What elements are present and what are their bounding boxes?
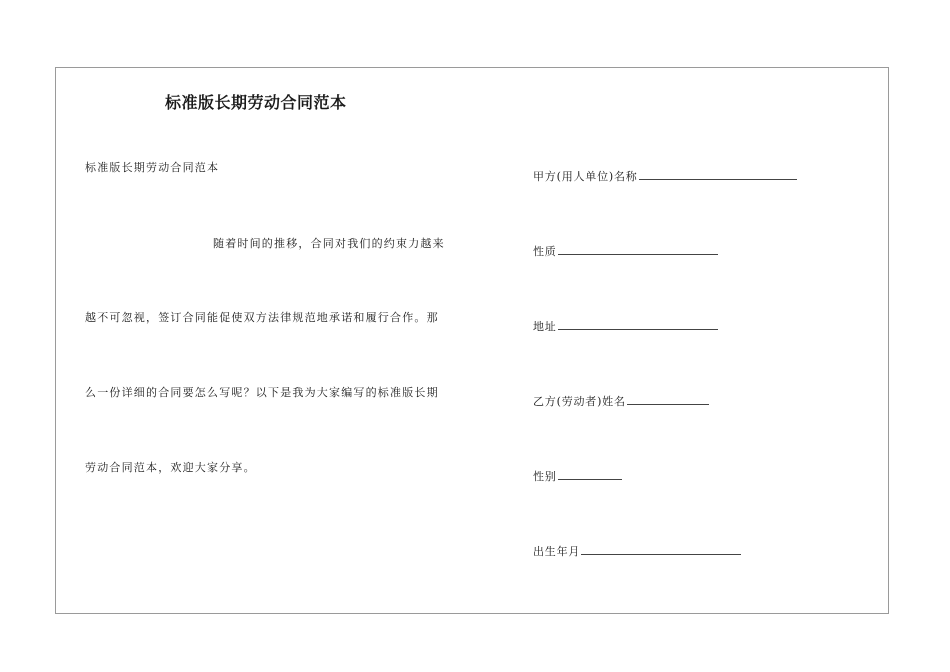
nature-label: 性质 — [533, 245, 557, 258]
gender-field[interactable] — [533, 468, 622, 484]
paragraph-line-1: 随着时间的推移，合同对我们的约束力越来 — [213, 237, 445, 250]
gender-label: 性别 — [533, 470, 557, 483]
document-subtitle: 标准版长期劳动合同范本 — [85, 161, 220, 174]
birth-date-field[interactable] — [533, 543, 741, 559]
address-label: 地址 — [533, 320, 557, 333]
address-field[interactable] — [533, 318, 718, 334]
address-blank[interactable] — [558, 318, 718, 330]
paragraph-line-4: 劳动合同范本，欢迎大家分享。 — [85, 461, 256, 474]
nature-blank[interactable] — [558, 243, 718, 255]
nature-field[interactable] — [533, 243, 718, 259]
birth-date-label: 出生年月 — [533, 545, 581, 558]
employer-name-label: 甲方(用人单位)名称 — [533, 170, 638, 183]
employee-name-field[interactable] — [533, 393, 709, 409]
employee-name-blank[interactable] — [627, 393, 709, 405]
employer-name-field[interactable] — [533, 168, 797, 184]
employee-name-label: 乙方(劳动者)姓名 — [533, 395, 626, 408]
gender-blank[interactable] — [558, 468, 622, 480]
document-title: 标准版长期劳动合同范本 — [165, 93, 347, 112]
birth-date-blank[interactable] — [581, 543, 741, 555]
employer-name-blank[interactable] — [639, 168, 797, 180]
page-frame — [55, 67, 889, 614]
paragraph-line-2: 越不可忽视，签订合同能促使双方法律规范地承诺和履行合作。那 — [85, 311, 439, 324]
paragraph-line-3: 么一份详细的合同要怎么写呢？以下是我为大家编写的标准版长期 — [85, 386, 439, 399]
